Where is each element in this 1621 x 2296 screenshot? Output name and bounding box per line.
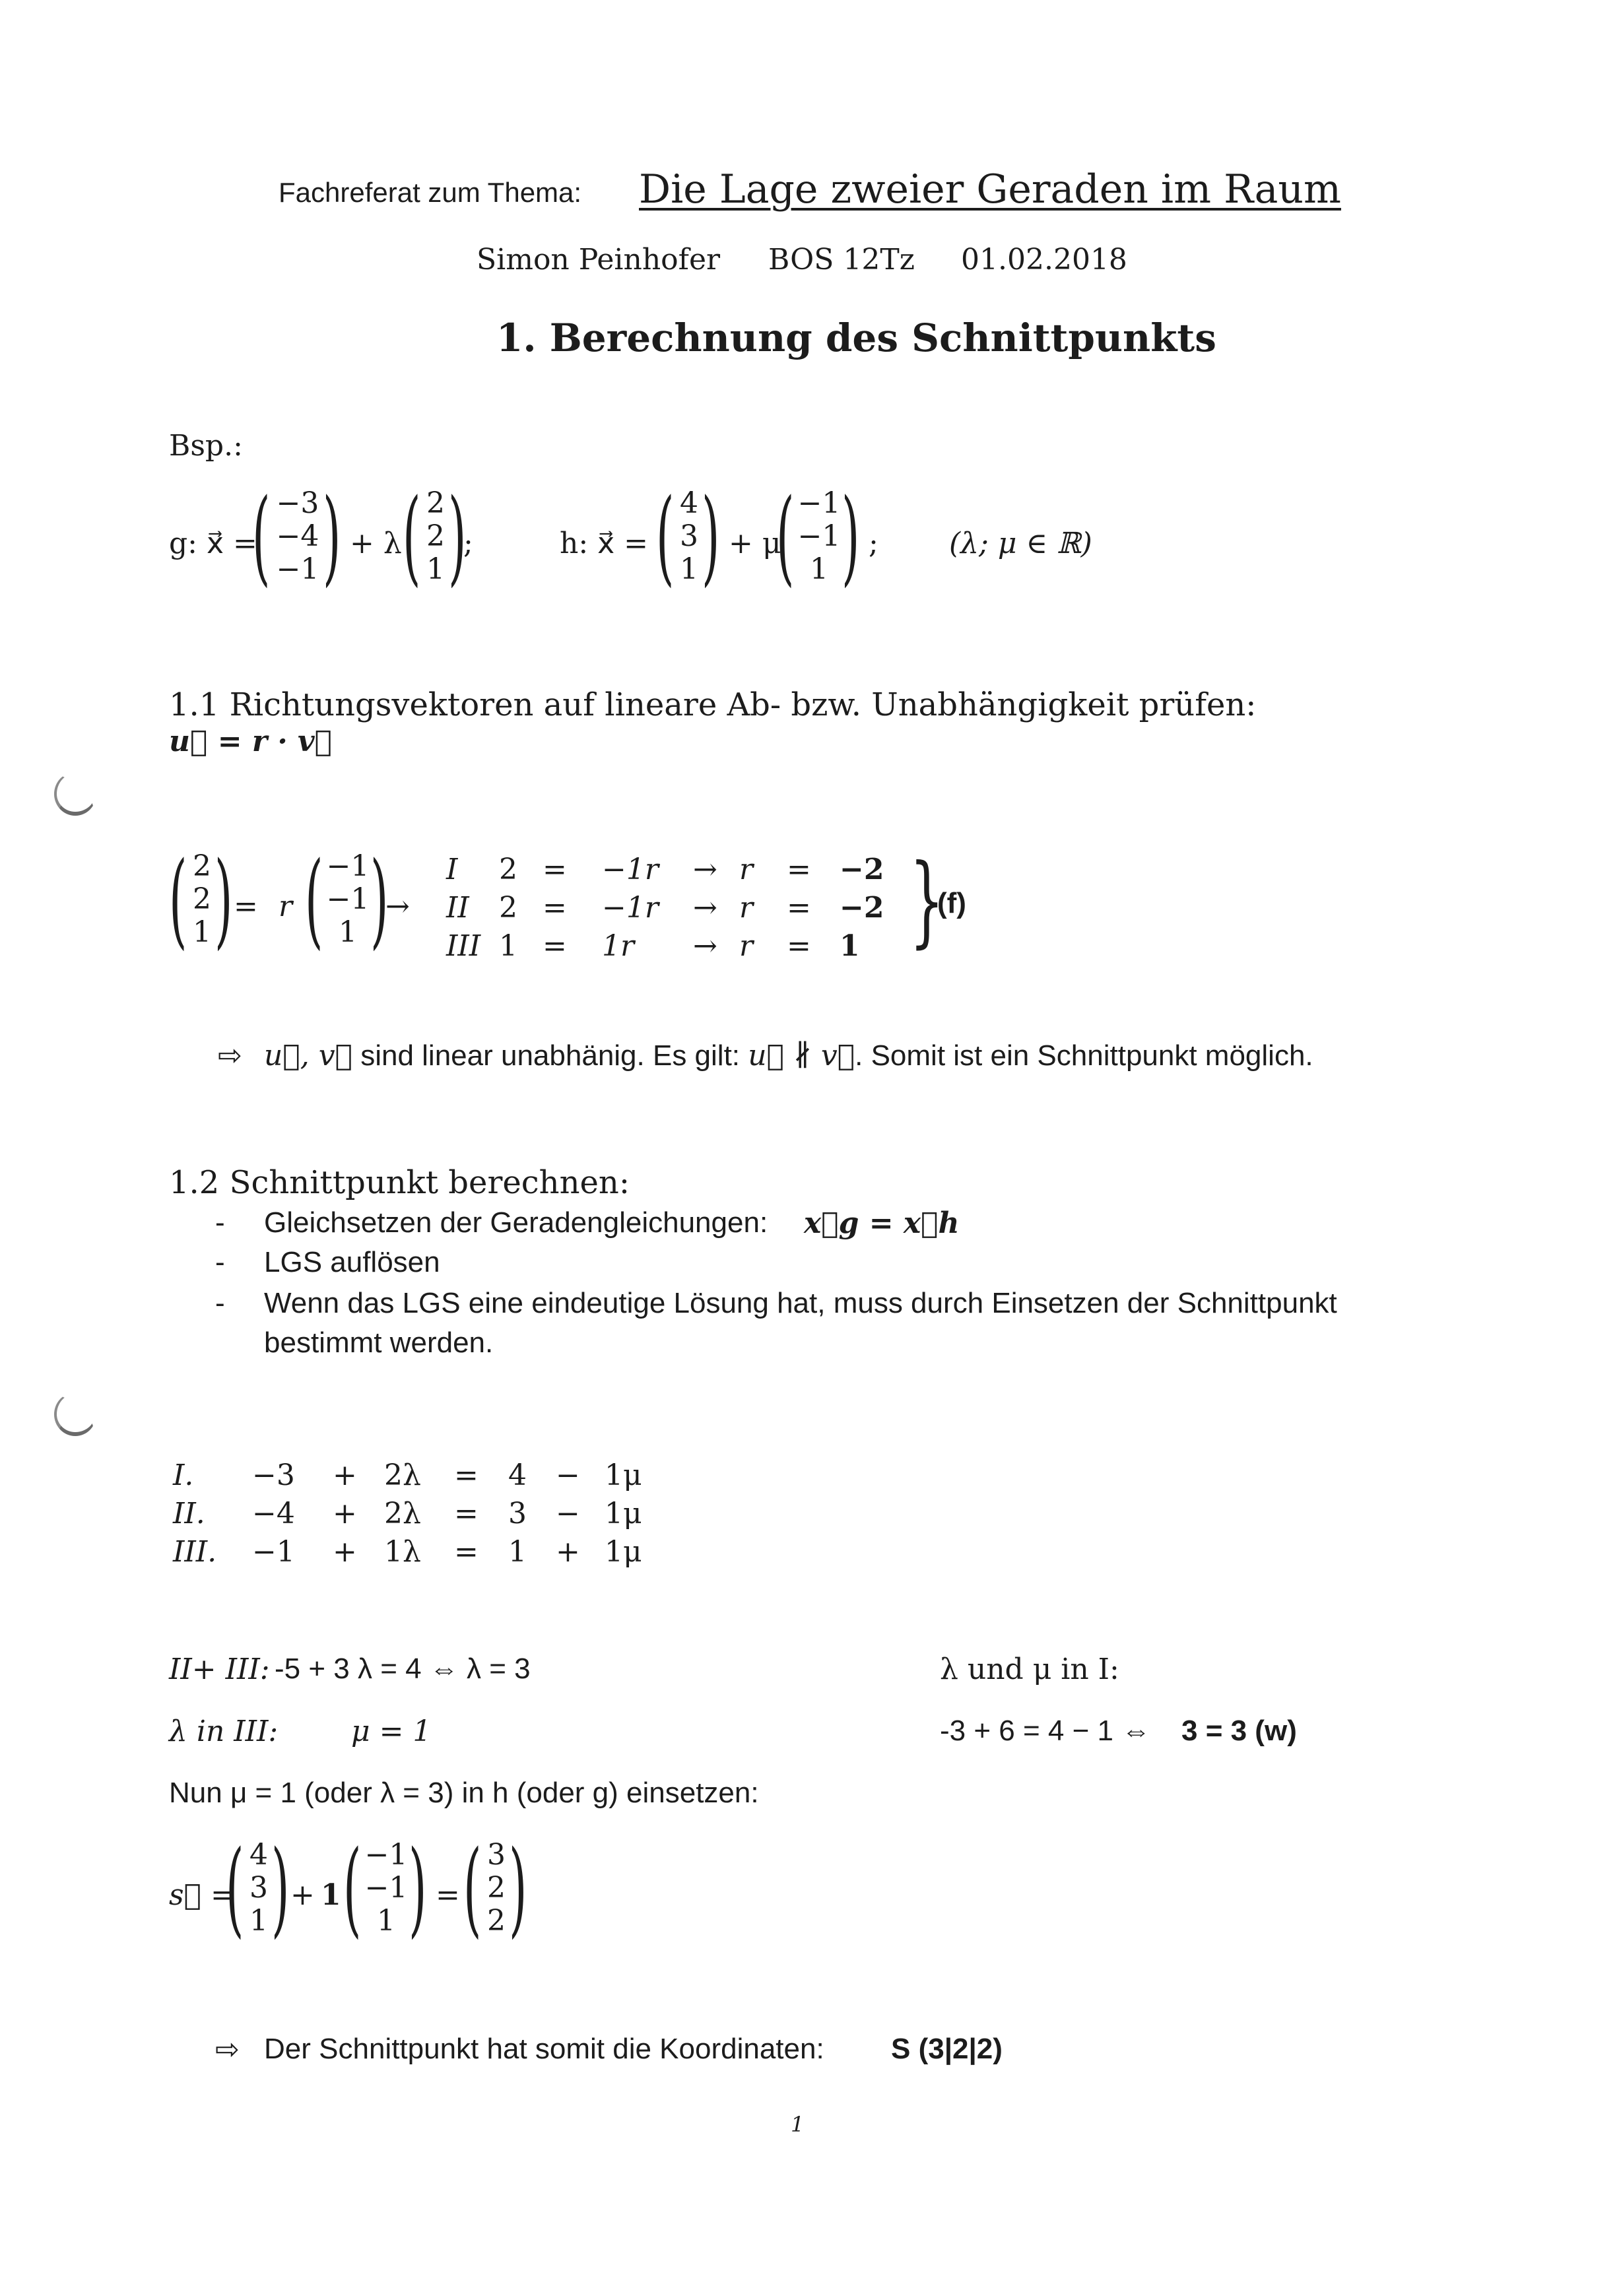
h-prefix: h: x⃗ = (560, 527, 649, 560)
subsection-1-1-title: 1.1 Richtungsvektoren auf lineare Ab- bzw. Unabhängigkeit prüfen: (169, 686, 1257, 723)
system-row-1-a: −3 (252, 1459, 295, 1492)
bullet-text-1: Gleichsetzen der Geradengleichungen: (264, 1206, 768, 1239)
subsection-1-1-formula: u⃗ = r · v⃗ (169, 725, 333, 758)
eq-row-1-eq2: = (787, 853, 811, 886)
system-row-1-eq: = (454, 1459, 479, 1492)
v-vector-right-paren: ) (370, 839, 389, 960)
page-number: 1 (791, 2112, 805, 2137)
insert-instruction: Nun μ = 1 (oder λ = 3) in h (oder g) einsetzen: (169, 1777, 759, 1809)
eq-row-1-eq: = (543, 853, 567, 886)
system-row-2-d: 1μ (605, 1497, 642, 1530)
step2-label: λ in III: (169, 1715, 279, 1748)
header-date: 01.02.2018 (961, 243, 1127, 277)
g-support-vector-left-paren: ( (252, 476, 271, 597)
g-direction-vector-entry-1: 2 (426, 486, 445, 520)
check-equation: -3 + 6 = 4 − 1 ⇔ (940, 1715, 1151, 1747)
conclusion-end: . Somit ist ein Schnittpunkt möglich. (855, 1039, 1313, 1072)
s-support-vector (226, 1828, 292, 1949)
s-support-vector-entry-1: 4 (249, 1838, 268, 1872)
step1-equation: -5 + 3 λ = 4 ⇔ λ = 3 (275, 1653, 531, 1685)
system-row-3-a: −1 (252, 1535, 295, 1569)
system-row-3-op1: + (333, 1535, 357, 1569)
u-vector-entry-2: 2 (193, 882, 211, 916)
bullet-dash-3: - (215, 1287, 225, 1319)
g-support-vector-right-paren: ) (322, 476, 341, 597)
eq-row-2-var: r (739, 891, 754, 925)
final-point: S (3|2|2) (891, 2033, 1003, 2065)
bullet-dash-2: - (215, 1246, 225, 1278)
system-row-1-op1: + (333, 1459, 357, 1492)
eq-row-2-eq: = (543, 891, 567, 925)
eq-row-2-roman: II (446, 891, 469, 925)
eq-row-3-var: r (739, 929, 754, 963)
g-direction-vector-entry-3: 1 (426, 552, 445, 586)
verdict-false: (f) (937, 887, 966, 919)
s-result-vector-left-paren: ( (463, 1828, 482, 1948)
conclusion-relation: u⃗ ∦ v⃗ (748, 1039, 855, 1072)
bullet-dash-1: - (215, 1206, 225, 1239)
step1-label: II+ III: (169, 1653, 270, 1686)
header-prefix: Fachreferat zum Thema: (279, 177, 582, 208)
g-plus-lambda: + λ (350, 527, 402, 560)
u-vector-left-paren: ( (169, 839, 187, 960)
g-support-vector (252, 476, 343, 597)
parameters-domain: (λ; μ ∈ ℝ) (949, 527, 1092, 560)
h-direction-vector-entry-2: −1 (797, 519, 841, 553)
eq-row-2-res: −2 (840, 891, 884, 925)
system-row-2-op2: − (556, 1497, 580, 1530)
system-row-3-d: 1μ (605, 1535, 642, 1569)
h-direction-vector-right-paren: ) (841, 476, 860, 597)
bullet-text-3: Wenn das LGS eine eindeutige Lösung hat, muss durch Einsetzen der Schnittpunkt (264, 1287, 1337, 1319)
s-direction-vector-entry-2: −1 (364, 1871, 408, 1905)
h-support-vector-entry-2: 3 (680, 519, 698, 553)
s-direction-vector-left-paren: ( (343, 1828, 362, 1948)
check-label: λ und μ in I: (940, 1653, 1119, 1686)
system-row-3-b: 1λ (384, 1535, 421, 1569)
header-topic: Die Lage zweier Geraden im Raum (639, 166, 1341, 213)
eq-row-2-rhs: −1r (602, 891, 659, 925)
system-row-2-roman: II. (173, 1497, 205, 1530)
eq-row-3-roman: III (446, 929, 481, 963)
s-plus: + (290, 1878, 315, 1912)
s-result-vector (463, 1828, 529, 1949)
h-direction-vector-left-paren: ( (776, 476, 795, 597)
s-factor: 1 (321, 1878, 341, 1912)
h-direction-vector-entry-3: 1 (810, 552, 828, 586)
s-direction-vector-entry-3: 1 (377, 1904, 395, 1938)
eq-row-1-arrow: → (693, 853, 717, 886)
example-label: Bsp.: (169, 429, 243, 463)
eq-row-1-var: r (739, 853, 754, 886)
system-row-1-d: 1μ (605, 1459, 642, 1492)
h-support-vector-left-paren: ( (656, 476, 675, 597)
h-support-vector-entry-1: 4 (680, 486, 698, 520)
eq-row-2-lhs: 2 (499, 891, 517, 925)
system-row-1-c: 4 (508, 1459, 527, 1492)
conclusion-arrow: ⇨ (218, 1039, 242, 1072)
h-support-vector-entry-3: 1 (680, 552, 698, 586)
s-result-vector-entry-2: 2 (487, 1871, 506, 1905)
eq-row-3-res: 1 (840, 929, 860, 963)
s-direction-vector (343, 1828, 429, 1949)
system-row-1-roman: I. (173, 1459, 194, 1492)
g-support-vector-entry-3: −1 (276, 552, 319, 586)
v-vector-left-paren: ( (305, 839, 323, 960)
vector-equals: = (234, 890, 258, 923)
eq-row-3-arrow: → (693, 929, 717, 963)
s-prefix: s⃗ = (169, 1878, 235, 1912)
conclusion-text: sind linear unabhänig. Es gilt: (352, 1039, 748, 1072)
eq-row-1-res: −2 (840, 853, 884, 886)
g-direction-vector (403, 476, 469, 597)
v-vector-entry-1: −1 (326, 849, 370, 883)
eq-row-1-rhs: −1r (602, 853, 659, 886)
final-text: Der Schnittpunkt hat somit die Koordinaten: (264, 2033, 824, 2065)
system-row-3-roman: III. (173, 1535, 217, 1569)
system-row-3-c: 1 (508, 1535, 527, 1569)
h-direction-vector (776, 476, 862, 597)
punch-hole-bottom (54, 1393, 96, 1436)
s-result-vector-right-paren: ) (508, 1828, 527, 1948)
conclusion-line (264, 1039, 1313, 1072)
g-prefix: g: x⃗ = (169, 527, 257, 560)
eq-row-3-lhs: 1 (499, 929, 517, 963)
s-equals: = (436, 1878, 460, 1912)
bullet-formula-1: x⃗g = x⃗h (804, 1206, 960, 1240)
s-support-vector-right-paren: ) (271, 1828, 290, 1948)
eq-row-3-eq: = (543, 929, 567, 963)
s-direction-vector-right-paren: ) (408, 1828, 427, 1948)
eq-row-3-rhs: 1r (602, 929, 635, 963)
system-row-1-op2: − (556, 1459, 580, 1492)
v-vector-entry-3: 1 (339, 915, 357, 949)
bullet-text-2: LGS auflösen (264, 1246, 440, 1278)
u-vector (169, 839, 235, 960)
section-title: 1. Berechnung des Schnittpunkts (496, 315, 1216, 360)
eq-row-1-roman: I (446, 853, 458, 886)
bullet-text-4: bestimmt werden. (264, 1327, 494, 1359)
eq-row-2-eq2: = (787, 891, 811, 925)
subsection-1-2-title: 1.2 Schnittpunkt berechnen: (169, 1164, 630, 1201)
v-vector (305, 839, 391, 960)
h-end: ; (869, 527, 878, 560)
header-author: Simon Peinhofer (477, 243, 721, 277)
h-support-vector-right-paren: ) (701, 476, 720, 597)
implies-arrow: → (385, 890, 410, 923)
u-vector-right-paren: ) (214, 839, 233, 960)
system-row-3-eq: = (454, 1535, 479, 1569)
v-vector-entry-2: −1 (326, 882, 370, 916)
s-direction-vector-entry-1: −1 (364, 1838, 408, 1872)
h-plus-mu: + μ (729, 527, 781, 560)
s-support-vector-entry-3: 1 (249, 1904, 268, 1938)
conclusion-vectors: u⃗, v⃗ (264, 1039, 352, 1072)
g-direction-vector-right-paren: ) (447, 476, 467, 597)
verdict-brace: } (910, 843, 944, 958)
s-result-vector-entry-1: 3 (487, 1838, 506, 1872)
system-row-1-b: 2λ (384, 1459, 421, 1492)
eq-row-1-lhs: 2 (499, 853, 517, 886)
header-class: BOS 12Tz (768, 243, 915, 277)
system-row-2-b: 2λ (384, 1497, 421, 1530)
h-direction-vector-entry-1: −1 (797, 486, 841, 520)
g-direction-vector-entry-2: 2 (426, 519, 445, 553)
system-row-2-eq: = (454, 1497, 479, 1530)
r-factor: r (279, 890, 293, 923)
final-arrow: ⇨ (215, 2033, 240, 2066)
system-row-2-op1: + (333, 1497, 357, 1530)
s-support-vector-left-paren: ( (226, 1828, 244, 1948)
h-support-vector (656, 476, 722, 597)
u-vector-entry-3: 1 (193, 915, 211, 949)
step2-equation: μ = 1 (351, 1715, 432, 1748)
s-support-vector-entry-2: 3 (249, 1871, 268, 1905)
system-row-2-a: −4 (252, 1497, 295, 1530)
g-end: ; (463, 527, 473, 560)
eq-row-2-arrow: → (693, 891, 717, 925)
eq-row-3-eq2: = (787, 929, 811, 963)
g-support-vector-entry-2: −4 (276, 519, 319, 553)
system-row-3-op2: + (556, 1535, 580, 1569)
system-row-2-c: 3 (508, 1497, 527, 1530)
u-vector-entry-1: 2 (193, 849, 211, 883)
g-support-vector-entry-1: −3 (276, 486, 319, 520)
punch-hole-top (54, 772, 96, 816)
s-result-vector-entry-3: 2 (487, 1904, 506, 1938)
g-direction-vector-left-paren: ( (403, 476, 421, 597)
check-result: 3 = 3 (w) (1181, 1715, 1297, 1747)
